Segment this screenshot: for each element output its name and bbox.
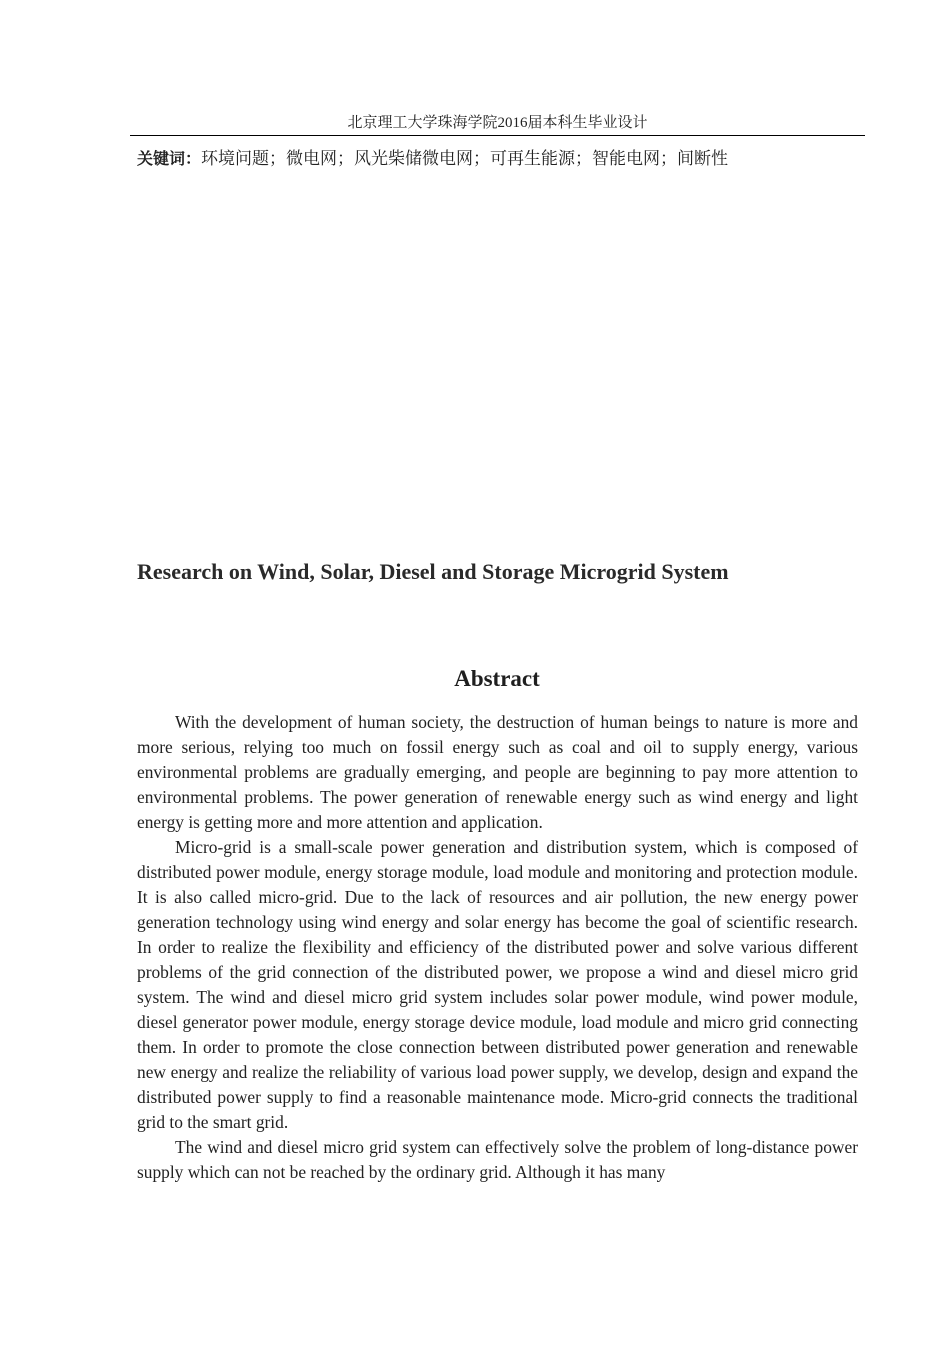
abstract-paragraph: The wind and diesel micro grid system can effectively solve the problem of long-distance power supply which can not be reached by the ordinary grid. Although it has many <box>137 1137 858 1182</box>
running-header: 北京理工大学珠海学院2016届本科生毕业设计 <box>130 112 865 136</box>
abstract-body <box>137 710 858 1185</box>
abstract-heading: Abstract <box>454 666 540 691</box>
keywords-line <box>137 146 857 172</box>
abstract-paragraph: With the development of human society, the destruction of human beings to nature is more and more serious, relying too much on fossil energy such as coal and oil to supply energy, various environmental problems are gradually emerging, and people are beginning to pay more attention to environmental problems. The power generation of renewable energy such as wind energy and light energy is getting more and more attention and application. <box>137 712 858 832</box>
keywords-list: 环境问题；微电网；风光柴储微电网；可再生能源；智能电网；间断性 <box>201 149 729 168</box>
english-title: Research on Wind, Solar, Diesel and Storage Microgrid System <box>137 559 729 584</box>
abstract-paragraph: Micro-grid is a small-scale power generation and distribution system, which is composed of distributed power module, energy storage module, load module and monitoring and protection module. It is also called micro-grid. Due to the lack of resources and air pollution, the new energy power generation technology using wind energy and solar energy has become the goal of scientific research. In order to realize the flexibility and efficiency of the distributed power and solve various different problems of the grid connection of the distributed power, we propose a wind and diesel micro grid system. The wind and diesel micro grid system includes solar power module, wind power module, diesel generator power module, energy storage device module, load module and micro grid connecting them. In order to promote the close connection between distributed power generation and renewable new energy and realize the reliability of various load power supply, we develop, design and expand the distributed power supply to find a reasonable maintenance mode. Micro-grid connects the traditional grid to the smart grid. <box>137 837 858 1132</box>
keywords-label: 关键词： <box>137 149 202 168</box>
